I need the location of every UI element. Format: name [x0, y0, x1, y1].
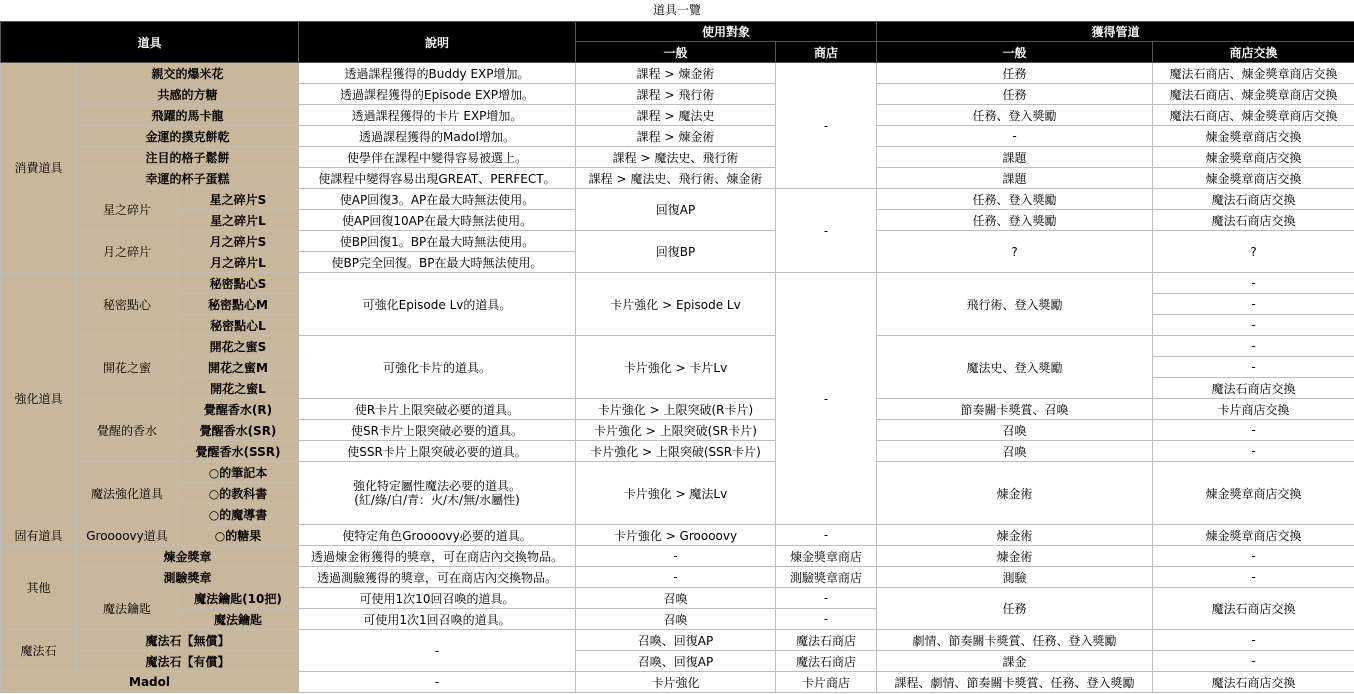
- item-shop: 魔法石商店、煉金獎章商店交換: [1153, 63, 1354, 84]
- item-use: 課程 > 魔法史、飛行術、煉金術: [576, 168, 776, 189]
- item-name: 秘密點心L: [178, 315, 299, 336]
- table-row: [1, 672, 1354, 693]
- subcategory-secret: 秘密點心: [77, 273, 178, 336]
- item-use-shop: -: [776, 63, 877, 189]
- item-desc: 可強化Episode Lv的道具。: [299, 273, 576, 336]
- item-shop: 魔法石商店交換: [1153, 189, 1354, 210]
- item-shop: -: [1153, 273, 1354, 294]
- item-desc: 可使用1次10回召喚的道具。: [299, 588, 576, 609]
- item-name: 測驗獎章: [77, 567, 299, 588]
- item-name: 秘密點心M: [178, 294, 299, 315]
- table-row: [1, 273, 1354, 294]
- item-use: 卡片強化 > 魔法Lv: [576, 462, 776, 525]
- item-use: 課程 > 煉金術: [576, 63, 776, 84]
- item-use: 卡片強化 > Episode Lv: [576, 273, 776, 336]
- header-use-target: 使用對象: [576, 22, 877, 42]
- table-row: [1, 63, 1354, 84]
- item-desc: 透過課程獲得的Buddy EXP增加。: [299, 63, 576, 84]
- item-desc: 透過課程獲得的Madol增加。: [299, 126, 576, 147]
- item-gen: 任務、登入獎勵: [877, 189, 1153, 210]
- item-name: 月之碎片S: [178, 231, 299, 252]
- item-desc: 使BP完全回復。BP在最大時無法使用。: [299, 252, 576, 273]
- item-name: 親交的爆米花: [77, 63, 299, 84]
- category-other: 其他: [1, 546, 77, 630]
- item-shop: 卡片商店交換: [1153, 399, 1354, 420]
- item-use: 課程 > 魔法史、飛行術: [576, 147, 776, 168]
- item-name: 飛躍的馬卡龍: [77, 105, 299, 126]
- table-row: [1, 525, 1354, 546]
- item-desc: [299, 462, 576, 525]
- category-consume: 消費道具: [1, 63, 77, 273]
- item-use-shop: 煉金獎章商店: [776, 546, 877, 567]
- item-shop: -: [1153, 630, 1354, 651]
- item-use: 課程 > 煉金術: [576, 126, 776, 147]
- item-use: 卡片強化 > 上限突破(R卡片): [576, 399, 776, 420]
- item-gen: 煉金術: [877, 462, 1153, 525]
- subcategory-honey: 開花之蜜: [77, 336, 178, 399]
- item-gen: 煉金術: [877, 546, 1153, 567]
- table-title: 道具一覽: [652, 3, 701, 17]
- item-shop: 魔法石商店交換: [1153, 672, 1354, 693]
- item-desc: 可強化卡片的道具。: [299, 336, 576, 399]
- item-name: 魔法鑰匙: [178, 609, 299, 630]
- magic-desc-line1: 強化特定屬性魔法必要的道具。: [352, 479, 521, 493]
- item-desc: 透過測驗獲得的獎章，可在商店內交換物品。: [299, 567, 576, 588]
- item-gen: 任務: [877, 84, 1153, 105]
- item-use: 召喚、回復AP: [576, 651, 776, 672]
- item-name: 煉金獎章: [77, 546, 299, 567]
- item-desc: 使AP回復3。AP在最大時無法使用。: [299, 189, 576, 210]
- item-shop: 煉金獎章商店交換: [1153, 147, 1354, 168]
- item-name: 月之碎片L: [178, 252, 299, 273]
- subcategory-perfume: 覺醒的香水: [77, 399, 178, 462]
- table-row: [1, 588, 1354, 609]
- item-name: Madol: [1, 672, 299, 693]
- table-row: [1, 462, 1354, 483]
- item-desc: 使課程中變得容易出現GREAT、PERFECT。: [299, 168, 576, 189]
- item-name: 魔法石【有償】: [77, 651, 299, 672]
- item-name: 開花之蜜S: [178, 336, 299, 357]
- item-name: 星之碎片S: [178, 189, 299, 210]
- item-gen: 任務: [877, 588, 1153, 630]
- item-name: 幸運的杯子蛋糕: [77, 168, 299, 189]
- header-acquire: 獲得管道: [877, 22, 1354, 42]
- item-gen: 飛行術、登入獎勵: [877, 273, 1153, 336]
- item-use: 召喚、回復AP: [576, 630, 776, 651]
- table-row: [1, 441, 1354, 462]
- header-item: 道具: [1, 22, 299, 63]
- item-shop: 魔法石商店、煉金獎章商店交換: [1153, 84, 1354, 105]
- subcategory-star: 星之碎片: [77, 189, 178, 231]
- item-use: 召喚: [576, 588, 776, 609]
- category-unique: 固有道具: [1, 525, 77, 546]
- item-gen: ?: [877, 231, 1153, 273]
- item-name: 共感的方糖: [77, 84, 299, 105]
- item-gen: 召喚: [877, 420, 1153, 441]
- item-name: 開花之蜜M: [178, 357, 299, 378]
- item-name: 金運的撲克餅乾: [77, 126, 299, 147]
- item-use: 卡片強化 > 卡片Lv: [576, 336, 776, 399]
- table-row: [1, 420, 1354, 441]
- category-magic-stone: 魔法石: [1, 630, 77, 672]
- item-shop: -: [1153, 651, 1354, 672]
- magic-desc-line2: (紅/綠/白/青：火/木/無/水屬性): [354, 493, 520, 507]
- item-shop: ?: [1153, 231, 1354, 273]
- item-shop: -: [1153, 420, 1354, 441]
- item-shop: 魔法石商店交換: [1153, 210, 1354, 231]
- table-row: [1, 84, 1354, 105]
- item-gen: 任務、登入獎勵: [877, 105, 1153, 126]
- item-desc: -: [299, 630, 576, 672]
- item-shop: -: [1153, 441, 1354, 462]
- table-row: [1, 126, 1354, 147]
- item-shop: -: [1153, 336, 1354, 357]
- item-name: 覺醒香水(R): [178, 399, 299, 420]
- item-gen: 課題: [877, 168, 1153, 189]
- item-table: [0, 21, 1354, 693]
- item-gen: 魔法史、登入獎勵: [877, 336, 1153, 399]
- item-use: 課程 > 魔法史: [576, 105, 776, 126]
- item-use-shop: 魔法石商店: [776, 651, 877, 672]
- item-desc: 使學伴在課程中變得容易被選上。: [299, 147, 576, 168]
- subcategory-groovy: Groooovy道具: [77, 525, 178, 546]
- item-desc: 使AP回復10AP在最大時無法使用。: [299, 210, 576, 231]
- item-use: 卡片強化 > 上限突破(SSR卡片): [576, 441, 776, 462]
- subcategory-magic-enhance: 魔法強化道具: [77, 462, 178, 525]
- item-name: ○的糖果: [178, 525, 299, 546]
- item-shop: 魔法石商店交換: [1153, 588, 1354, 630]
- item-desc: 使BP回復1。BP在最大時無法使用。: [299, 231, 576, 252]
- item-name: 覺醒香水(SR): [178, 420, 299, 441]
- item-use-shop: -: [776, 189, 877, 273]
- table-row: [1, 105, 1354, 126]
- header-acquire-general: 一般: [877, 42, 1153, 63]
- table-row: [1, 651, 1354, 672]
- item-shop: -: [1153, 315, 1354, 336]
- item-shop: 煉金獎章商店交換: [1153, 168, 1354, 189]
- subcategory-magic-key: 魔法鑰匙: [77, 588, 178, 630]
- item-use-shop: -: [776, 588, 877, 609]
- table-row: [1, 147, 1354, 168]
- item-use-shop: 測驗獎章商店: [776, 567, 877, 588]
- item-use-shop: 魔法石商店: [776, 630, 877, 651]
- item-shop: -: [1153, 546, 1354, 567]
- table-row: [1, 231, 1354, 252]
- item-gen: 煉金術: [877, 525, 1153, 546]
- item-shop: 魔法石商店、煉金獎章商店交換: [1153, 105, 1354, 126]
- item-use: -: [576, 546, 776, 567]
- item-use-shop: -: [776, 273, 877, 525]
- header-acquire-shop: 商店交換: [1153, 42, 1354, 63]
- item-use: -: [576, 567, 776, 588]
- item-desc: 透過課程獲得的Episode EXP增加。: [299, 84, 576, 105]
- item-shop: 魔法石商店交換: [1153, 378, 1354, 399]
- item-name: 星之碎片L: [178, 210, 299, 231]
- item-name: 注目的格子鬆餅: [77, 147, 299, 168]
- item-shop: -: [1153, 294, 1354, 315]
- item-shop: 煉金獎章商店交換: [1153, 525, 1354, 546]
- table-row: [1, 630, 1354, 651]
- item-gen: 任務: [877, 63, 1153, 84]
- item-shop: 煉金獎章商店交換: [1153, 126, 1354, 147]
- table-row: [1, 168, 1354, 189]
- item-gen: 課程、劇情、節奏關卡獎賞、任務、登入獎勵: [877, 672, 1153, 693]
- item-gen: 課題: [877, 147, 1153, 168]
- item-name: 魔法鑰匙(10把): [178, 588, 299, 609]
- table-row: [1, 189, 1354, 210]
- item-use-shop: -: [776, 525, 877, 546]
- table-row: [1, 399, 1354, 420]
- item-use-shop: 卡片商店: [776, 672, 877, 693]
- item-desc: 可使用1次1回召喚的道具。: [299, 609, 576, 630]
- item-desc: 透過課程獲得的卡片 EXP增加。: [299, 105, 576, 126]
- category-enhance: 強化道具: [1, 273, 77, 525]
- item-use: 課程 > 飛行術: [576, 84, 776, 105]
- header-desc: 說明: [299, 22, 576, 63]
- item-gen: 召喚: [877, 441, 1153, 462]
- table-row: [1, 546, 1354, 567]
- item-use: 回復AP: [576, 189, 776, 231]
- item-use: 卡片強化 > Groooovy: [576, 525, 776, 546]
- item-name: 覺醒香水(SSR): [178, 441, 299, 462]
- item-desc: -: [299, 672, 576, 693]
- item-name: ○的教科書: [178, 483, 299, 504]
- item-use: 召喚: [576, 609, 776, 630]
- item-desc: 透過煉金術獲得的獎章，可在商店內交換物品。: [299, 546, 576, 567]
- item-gen: 課金: [877, 651, 1153, 672]
- item-desc: 使R卡片上限突破必要的道具。: [299, 399, 576, 420]
- item-use-shop: -: [776, 609, 877, 630]
- item-name: ○的筆記本: [178, 462, 299, 483]
- item-name: 魔法石【無償】: [77, 630, 299, 651]
- header-use-general: 一般: [576, 42, 776, 63]
- item-desc: 使特定角色Groooovy必要的道具。: [299, 525, 576, 546]
- subcategory-moon: 月之碎片: [77, 231, 178, 273]
- item-gen: 劇情、節奏關卡獎賞、任務、登入獎勵: [877, 630, 1153, 651]
- header-use-shop: 商店: [776, 42, 877, 63]
- item-use: 回復BP: [576, 231, 776, 273]
- item-gen: -: [877, 126, 1153, 147]
- item-desc: 使SSR卡片上限突破必要的道具。: [299, 441, 576, 462]
- item-desc: 使SR卡片上限突破必要的道具。: [299, 420, 576, 441]
- item-name: 開花之蜜L: [178, 378, 299, 399]
- item-use: 卡片強化 > 上限突破(SR卡片): [576, 420, 776, 441]
- item-gen: 任務、登入獎勵: [877, 210, 1153, 231]
- table-row: [1, 336, 1354, 357]
- item-name: ○的魔導書: [178, 504, 299, 525]
- item-shop: -: [1153, 567, 1354, 588]
- item-use: 卡片強化: [576, 672, 776, 693]
- item-shop: 煉金獎章商店交換: [1153, 462, 1354, 525]
- item-name: 秘密點心S: [178, 273, 299, 294]
- item-shop: -: [1153, 357, 1354, 378]
- item-gen: 節奏關卡獎賞、召喚: [877, 399, 1153, 420]
- table-row: [1, 567, 1354, 588]
- item-gen: 測驗: [877, 567, 1153, 588]
